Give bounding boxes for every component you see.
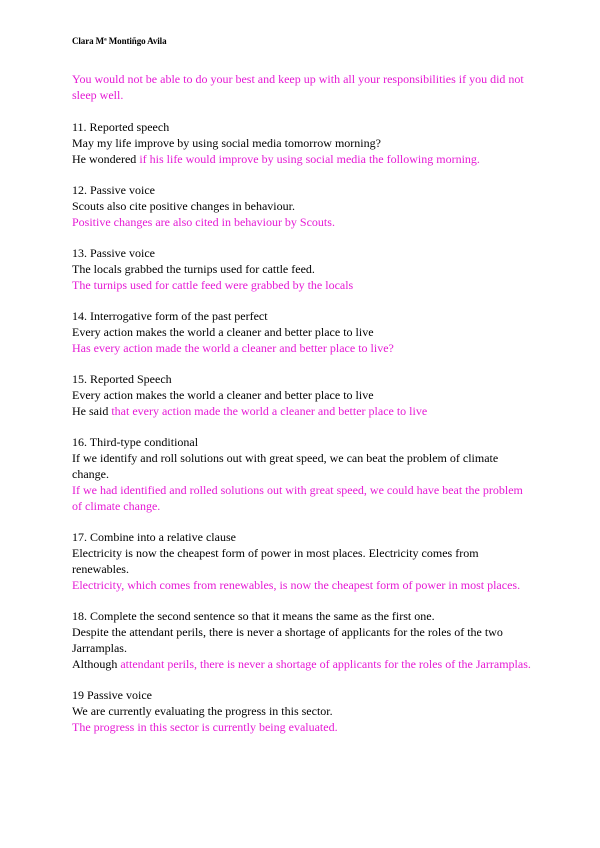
author-name: Clara Mª Montiñgo Avila xyxy=(72,36,167,46)
exercise-prompt: Despite the attendant perils, there is never a shortage of applicants for the roles of the two Jarramplas. xyxy=(72,625,503,655)
exercise-answer-line xyxy=(72,151,534,167)
exercise-prompt: Scouts also cite positive changes in behaviour. xyxy=(72,199,295,213)
exercise-answer: if his life would improve by using social media the following morning. xyxy=(139,152,480,166)
exercise-title: 17. Combine into a relative clause xyxy=(72,530,236,544)
exercise-answer-line xyxy=(72,656,534,672)
answer-prefix: He wondered xyxy=(72,152,140,166)
exercise-12 xyxy=(72,182,534,230)
exercise-17 xyxy=(72,529,534,593)
exercise-title: 12. Passive voice xyxy=(72,183,155,197)
exercise-answer: Positive changes are also cited in behaviour by Scouts. xyxy=(72,215,335,229)
answer-prefix: Although xyxy=(72,657,121,671)
exercise-13 xyxy=(72,245,534,293)
exercise-title: 19 Passive voice xyxy=(72,688,152,702)
exercise-title: 15. Reported Speech xyxy=(72,372,172,386)
exercise-prompt: Every action makes the world a cleaner and better place to live xyxy=(72,388,374,402)
exercise-answer: The turnips used for cattle feed were grabbed by the locals xyxy=(72,278,354,292)
exercise-14 xyxy=(72,308,534,356)
exercise-prompt: The locals grabbed the turnips used for cattle feed. xyxy=(72,262,315,276)
exercise-18 xyxy=(72,608,534,672)
exercise-prompt: Electricity is now the cheapest form of power in most places. Electricity comes from renewables. xyxy=(72,546,479,576)
exercise-title: 16. Third-type conditional xyxy=(72,435,199,449)
intro-answer: You would not be able to do your best and keep up with all your responsibilities if you did not sleep well. xyxy=(72,72,524,102)
exercise-prompt: Every action makes the world a cleaner and better place to live xyxy=(72,325,374,339)
exercise-title: 11. Reported speech xyxy=(72,120,170,134)
exercise-16 xyxy=(72,434,534,514)
exercise-answer: Electricity, which comes from renewables, is now the cheapest form of power in most places. xyxy=(72,578,521,592)
exercise-answer-line xyxy=(72,403,534,419)
exercise-answer: that every action made the world a cleaner and better place to live xyxy=(111,404,428,418)
document-body xyxy=(72,71,534,750)
exercise-title: 14. Interrogative form of the past perfect xyxy=(72,309,268,323)
exercise-11 xyxy=(72,119,534,167)
exercise-prompt: If we identify and roll solutions out with great speed, we can beat the problem of climate change. xyxy=(72,451,499,481)
exercise-19 xyxy=(72,687,534,735)
exercise-prompt: We are currently evaluating the progress in this sector. xyxy=(72,704,333,718)
exercise-15 xyxy=(72,371,534,419)
answer-prefix: He said xyxy=(72,404,112,418)
exercise-answer: If we had identified and rolled solutions out with great speed, we could have beat the problem of climate change. xyxy=(72,483,523,513)
exercise-prompt: May my life improve by using social media tomorrow morning? xyxy=(72,136,381,150)
exercise-answer: Has every action made the world a cleaner and better place to live? xyxy=(72,341,394,355)
exercise-answer: attendant perils, there is never a shortage of applicants for the roles of the Jarramplas. xyxy=(120,657,531,671)
exercise-title: 18. Complete the second sentence so that it means the same as the first one. xyxy=(72,609,435,623)
exercise-title: 13. Passive voice xyxy=(72,246,155,260)
exercise-answer: The progress in this sector is currently being evaluated. xyxy=(72,720,338,734)
